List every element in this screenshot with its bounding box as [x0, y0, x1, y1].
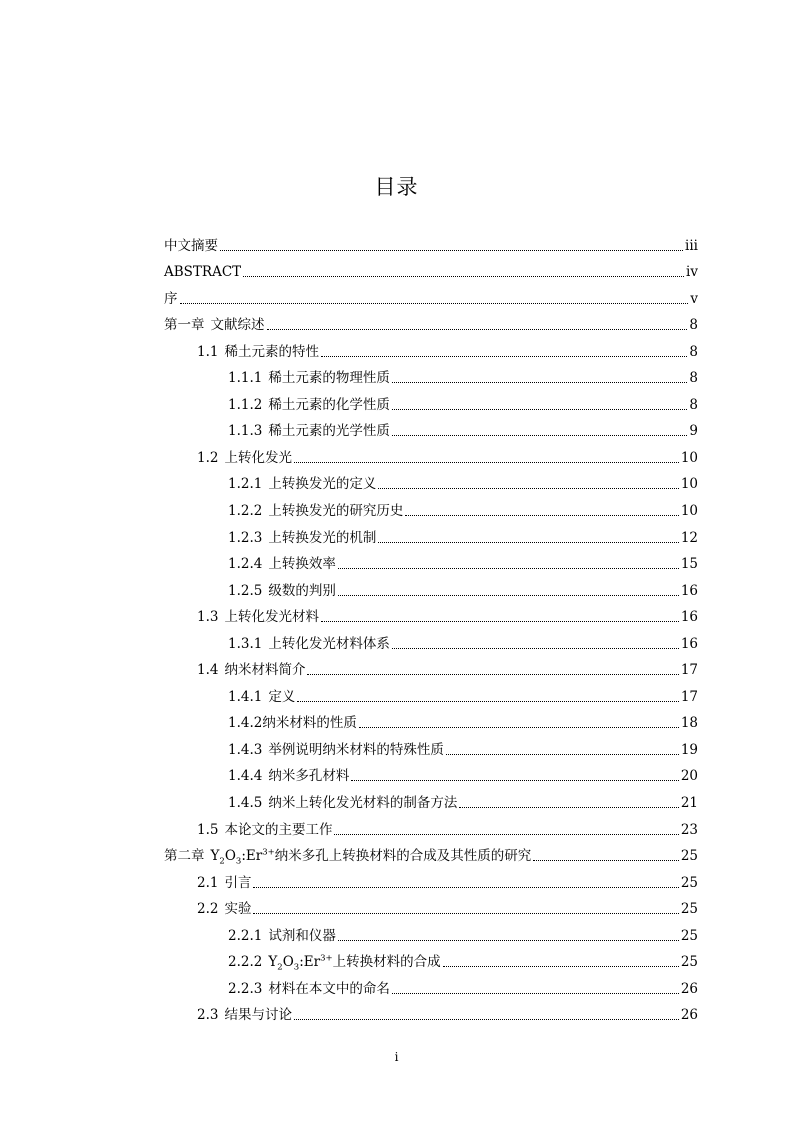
toc-entry-page: 10	[680, 449, 698, 466]
toc-entry[interactable]	[164, 945, 698, 972]
toc-entry-page: 20	[680, 768, 698, 785]
toc-entry-number: 1.4.3	[228, 741, 263, 758]
toc-entry-text: 纳米上转化发光材料的制备方法	[268, 795, 458, 812]
toc-entry-page: 19	[680, 741, 698, 758]
toc-entry-number: 2.2.2	[228, 954, 263, 971]
toc-entry-number: 1.2.4	[228, 556, 263, 573]
toc-entry-number: 2.2	[197, 901, 219, 918]
toc-entry-label	[228, 794, 457, 812]
toc-entry-label	[228, 475, 376, 493]
dot-leader	[443, 965, 679, 967]
toc-entry-number: 1.1.3	[228, 423, 263, 440]
dot-leader	[392, 434, 688, 436]
toc-entry[interactable]	[164, 679, 698, 706]
dot-leader	[267, 328, 688, 330]
toc-entry-label	[228, 714, 357, 732]
toc-entry-number: 1.2.2	[228, 503, 263, 520]
toc-entry-number: 1.4.1	[228, 688, 263, 705]
toc-entry-page: 9	[689, 423, 698, 440]
toc-entry-label	[197, 900, 251, 918]
toc-entry-page: 10	[680, 503, 698, 520]
toc-entry-text: 级数的判别	[268, 582, 336, 599]
toc-entry-label	[197, 343, 319, 361]
toc-entry-label	[197, 449, 292, 467]
toc-entry[interactable]	[164, 255, 698, 282]
toc-entry-text: 稀土元素的光学性质	[268, 423, 390, 440]
toc-entry-number: 1.3.1	[228, 635, 263, 652]
toc-entry-page: 25	[680, 874, 698, 891]
toc-entry-page: iii	[685, 237, 698, 254]
toc-entry[interactable]	[164, 334, 698, 361]
toc-entry-label	[228, 422, 390, 440]
toc-entry-text: 上转换效率	[268, 556, 336, 573]
toc-entry[interactable]	[164, 573, 698, 600]
toc-entry-number: 第一章	[164, 317, 205, 334]
toc-entry[interactable]	[164, 308, 698, 335]
toc-entry[interactable]	[164, 653, 698, 680]
toc-entry[interactable]	[164, 387, 698, 414]
dot-leader	[338, 567, 679, 569]
toc-entry-text: 上转换发光的机制	[268, 529, 377, 546]
toc-entry-label	[228, 529, 376, 547]
toc-entry-text: $Y_2O_3:Er^{3+}$纳米多孔上转换材料的合成及其性质的研究	[210, 847, 532, 867]
dot-leader	[294, 1018, 679, 1020]
toc-entry-text: 稀土元素的物理性质	[268, 370, 390, 387]
dot-leader	[321, 620, 679, 622]
dot-leader	[338, 939, 679, 941]
dot-leader	[392, 992, 679, 994]
toc-entry-page: 21	[680, 795, 698, 812]
toc-entry-page: 8	[689, 370, 698, 387]
toc-entry-text: 材料在本文中的命名	[268, 980, 390, 997]
toc-entry-page: 26	[680, 980, 698, 997]
toc-entry-label	[228, 980, 390, 998]
toc-entry-text: 实验	[224, 901, 252, 918]
toc-entry-number: 1.1.2	[228, 396, 263, 413]
dot-leader	[243, 275, 684, 277]
toc-entry-text: 中文摘要	[164, 237, 218, 254]
dot-leader	[392, 381, 688, 383]
toc-entry-text: 上转化发光材料体系	[268, 635, 390, 652]
toc-entry-number: 1.2.1	[228, 476, 263, 493]
toc-entry-label	[228, 582, 336, 600]
dot-leader	[459, 806, 678, 808]
toc-entry[interactable]	[164, 892, 698, 919]
toc-entry-text: 纳米多孔材料	[268, 768, 350, 785]
toc-entry-page: iv	[686, 264, 698, 281]
toc-entry-number: 2.2.3	[228, 980, 263, 997]
table-of-contents	[164, 228, 698, 1024]
toc-entry-number: 1.5	[197, 821, 219, 838]
toc-entry-label	[228, 927, 336, 945]
toc-entry-text: 文献综述	[210, 317, 265, 334]
dot-leader	[180, 302, 689, 304]
toc-entry-page: 25	[680, 927, 698, 944]
toc-entry-number: 1.4.2	[228, 715, 263, 732]
toc-entry-page: 23	[680, 821, 698, 838]
toc-entry-page: 25	[680, 848, 698, 865]
toc-entry-label	[228, 688, 295, 706]
toc-entry[interactable]	[164, 440, 698, 467]
toc-entry-page: 26	[680, 1007, 698, 1024]
toc-entry-number: 1.1	[197, 343, 219, 360]
dot-leader	[392, 408, 688, 410]
toc-entry-label	[228, 396, 390, 414]
toc-entry-text: ABSTRACT	[164, 264, 242, 281]
toc-entry-text: 结果与讨论	[224, 1007, 292, 1024]
toc-entry-label	[164, 847, 531, 865]
toc-entry-number: 1.4.5	[228, 795, 263, 812]
dot-leader	[321, 355, 687, 357]
toc-entry-number: 1.3	[197, 609, 219, 626]
toc-entry[interactable]	[164, 706, 698, 733]
toc-entry-page: 16	[680, 635, 698, 652]
toc-entry-text: 举例说明纳米材料的特殊性质	[268, 741, 444, 758]
toc-entry-label	[228, 953, 441, 971]
toc-entry-text: 纳米材料简介	[224, 662, 306, 679]
toc-entry-text: 引言	[224, 874, 252, 891]
toc-entry-number: 2.2.1	[228, 927, 263, 944]
dot-leader	[392, 647, 679, 649]
toc-entry-label	[164, 316, 265, 334]
toc-entry-label	[197, 661, 305, 679]
toc-entry-label	[197, 874, 251, 892]
dot-leader	[446, 753, 679, 755]
toc-entry-number: 1.2	[197, 449, 219, 466]
dot-leader	[253, 886, 678, 888]
toc-entry[interactable]	[164, 812, 698, 839]
toc-entry-text: 稀土元素的特性	[224, 343, 319, 360]
toc-entry-label	[228, 555, 336, 573]
toc-entry[interactable]	[164, 467, 698, 494]
toc-entry[interactable]	[164, 785, 698, 812]
toc-entry-text: 定义	[268, 688, 296, 705]
toc-entry[interactable]	[164, 281, 698, 308]
toc-entry[interactable]	[164, 547, 698, 574]
toc-entry-text: 序	[164, 290, 178, 307]
dot-leader	[378, 487, 678, 489]
toc-entry-label	[164, 237, 218, 255]
toc-entry-number: 1.2.3	[228, 529, 263, 546]
toc-entry-text: 试剂和仪器	[268, 927, 336, 944]
toc-entry-label	[228, 767, 349, 785]
dot-leader	[378, 541, 678, 543]
toc-entry-text: 上转化发光	[224, 449, 292, 466]
dot-leader	[297, 700, 678, 702]
toc-entry-number: 1.2.5	[228, 582, 263, 599]
dot-leader	[338, 594, 679, 596]
dot-leader	[351, 779, 678, 781]
toc-entry-label	[228, 635, 390, 653]
toc-entry-label	[164, 263, 241, 281]
toc-entry[interactable]	[164, 971, 698, 998]
toc-entry-page: 16	[680, 582, 698, 599]
toc-entry-number: 第二章	[164, 848, 205, 865]
toc-entry-page: 8	[689, 343, 698, 360]
toc-entry[interactable]	[164, 865, 698, 892]
page-number: i	[394, 1050, 399, 1064]
dot-leader	[307, 673, 678, 675]
toc-entry[interactable]	[164, 998, 698, 1025]
toc-entry[interactable]	[164, 520, 698, 547]
dot-leader	[334, 833, 678, 835]
toc-entry-page: 16	[680, 609, 698, 626]
toc-entry-text: 上转化发光材料	[224, 609, 319, 626]
toc-entry-page: v	[690, 290, 698, 307]
toc-entry-text: 上转换发光的定义	[268, 476, 377, 493]
toc-entry-number: 1.4.4	[228, 768, 263, 785]
toc-entry[interactable]	[164, 228, 698, 255]
toc-entry-page: 17	[680, 688, 698, 705]
dot-leader	[533, 859, 679, 861]
toc-entry-page: 8	[689, 396, 698, 413]
toc-entry[interactable]	[164, 759, 698, 786]
toc-entry-number: 1.1.1	[228, 370, 263, 387]
dot-leader	[294, 461, 679, 463]
toc-entry-label	[197, 608, 319, 626]
toc-entry[interactable]	[164, 732, 698, 759]
toc-entry-text: 稀土元素的化学性质	[268, 396, 390, 413]
toc-entry-label	[228, 741, 444, 759]
toc-entry-text: 本论文的主要工作	[224, 821, 333, 838]
dot-leader	[253, 912, 678, 914]
toc-entry[interactable]	[164, 414, 698, 441]
toc-entry-page: 25	[680, 901, 698, 918]
toc-entry-label	[197, 1006, 292, 1024]
toc-entry-page: 10	[680, 476, 698, 493]
toc-entry-number: 2.3	[197, 1007, 219, 1024]
toc-entry[interactable]	[164, 918, 698, 945]
toc-entry-text: 上转换发光的研究历史	[268, 503, 404, 520]
toc-entry-page: 18	[680, 715, 698, 732]
toc-entry[interactable]	[164, 361, 698, 388]
toc-entry-page: 8	[689, 317, 698, 334]
toc-entry[interactable]	[164, 626, 698, 653]
toc-entry-number: 1.4	[197, 662, 219, 679]
toc-entry[interactable]	[164, 600, 698, 627]
toc-entry-text: 纳米材料的性质	[262, 715, 357, 732]
toc-entry-label	[228, 502, 403, 520]
toc-entry-page: 25	[680, 954, 698, 971]
dot-leader	[359, 726, 679, 728]
toc-entry-page: 17	[680, 662, 698, 679]
page-title: 目录	[374, 175, 419, 199]
toc-entry[interactable]	[164, 839, 698, 866]
dot-leader	[220, 249, 683, 251]
toc-entry[interactable]	[164, 493, 698, 520]
toc-entry-label	[164, 290, 178, 308]
toc-entry-number: 2.1	[197, 874, 219, 891]
toc-entry-label	[228, 369, 390, 387]
toc-entry-page: 12	[680, 529, 698, 546]
toc-entry-page: 15	[680, 556, 698, 573]
toc-entry-label	[197, 821, 332, 839]
toc-entry-text: $Y_2O_3:Er^{3+}$上转换材料的合成	[268, 953, 441, 973]
dot-leader	[405, 514, 678, 516]
